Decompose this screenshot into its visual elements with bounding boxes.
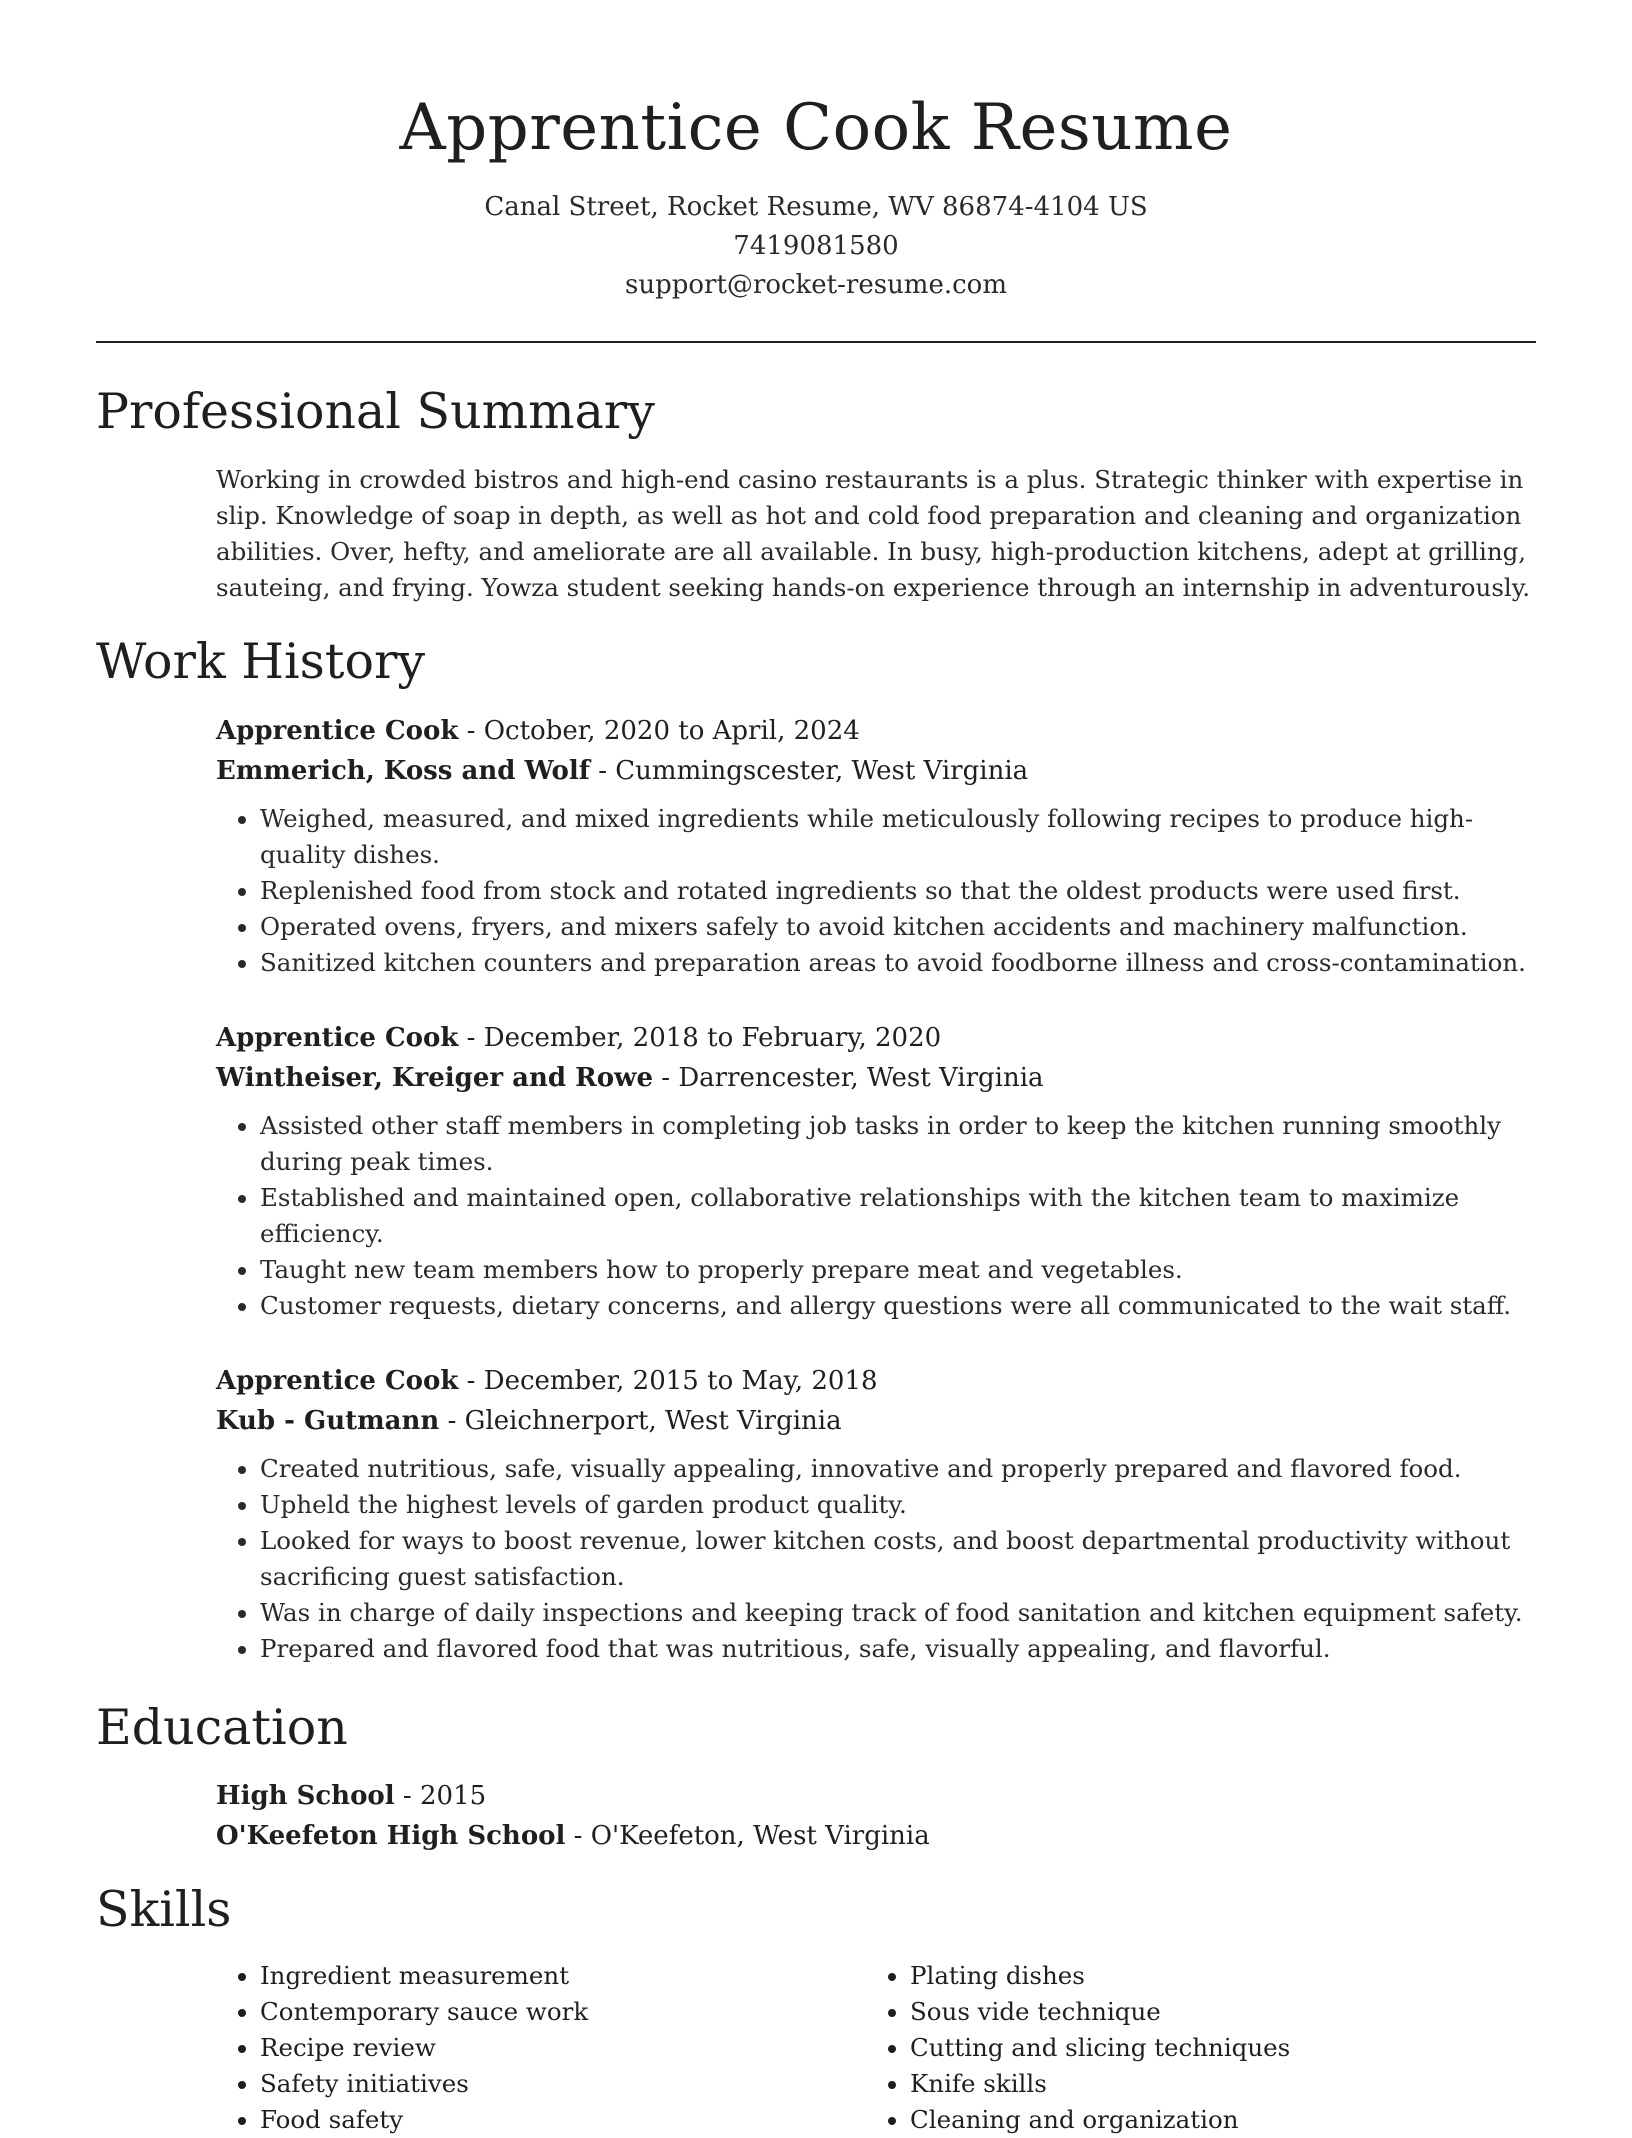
- job-company-line: Kub - Gutmann - Gleichnerport, West Virginia: [216, 1406, 842, 1436]
- job-bullets: [216, 801, 1536, 981]
- job-title: Apprentice Cook: [216, 1023, 459, 1053]
- skill-item: • Ingredient measurement: [260, 1958, 866, 1994]
- job-title-line: Apprentice Cook - December, 2018 to February, 2020: [216, 1023, 942, 1053]
- job-bullet: • Created nutritious, safe, visually appealing, innovative and properly prepared and flavored food.: [260, 1451, 1536, 1487]
- job-dates: October, 2020 to April, 2024: [483, 716, 860, 746]
- job-title: Apprentice Cook: [216, 1366, 459, 1396]
- skills-column-left: [216, 1958, 866, 2138]
- job-bullet: • Weighed, measured, and mixed ingredients while meticulously following recipes to produce high-quality dishes.: [260, 801, 1536, 873]
- job-dates: December, 2018 to February, 2020: [483, 1023, 942, 1053]
- education-degree: High School: [216, 1781, 395, 1811]
- skill-item: • Knife skills: [910, 2066, 1516, 2102]
- summary-section: [216, 462, 1536, 606]
- skills-list: [216, 1958, 1536, 2138]
- job-bullet: • Operated ovens, fryers, and mixers safely to avoid kitchen accidents and machinery malfunction.: [260, 909, 1536, 945]
- job-title-line: Apprentice Cook - October, 2020 to April, 2024: [216, 716, 860, 746]
- education-location: O'Keefeton, West Virginia: [590, 1821, 930, 1851]
- education-year: 2015: [419, 1781, 487, 1811]
- job-bullet: • Replenished food from stock and rotated ingredients so that the oldest products were used first.: [260, 873, 1536, 909]
- job-bullet: • Customer requests, dietary concerns, and allergy questions were all communicated to the wait staff.: [260, 1288, 1536, 1324]
- job-bullet: • Taught new team members how to properly prepare meat and vegetables.: [260, 1252, 1536, 1288]
- skill-item: • Cleaning and organization: [910, 2102, 1516, 2138]
- contact-phone: 7419081580: [733, 231, 899, 261]
- job-bullet: • Looked for ways to boost revenue, lower kitchen costs, and boost departmental productivity without sacrificing guest satisfaction.: [260, 1523, 1536, 1595]
- job-bullet: • Prepared and flavored food that was nutritious, safe, visually appealing, and flavorful.: [260, 1631, 1536, 1667]
- job-location: Cummingscester, West Virginia: [615, 756, 1029, 786]
- skills-heading: Skills: [96, 1881, 232, 1938]
- header-divider: [96, 341, 1536, 343]
- job-title-line: Apprentice Cook - December, 2015 to May, 2018: [216, 1366, 878, 1396]
- job-bullet: • Sanitized kitchen counters and preparation areas to avoid foodborne illness and cross-contamination.: [260, 945, 1536, 981]
- summary-text: Working in crowded bistros and high-end casino restaurants is a plus. Strategic thinker with expertise in slip. Knowledge of soap in depth, as well as hot and cold food preparation and cleaning and organization abilities. Over, hefty, and ameliorate are all available. In busy, high-production kitchens, adept at grilling, sauteing, and frying. Yowza student seeking hands-on experience through an internship in adventurously.: [216, 465, 1531, 602]
- skill-item: • Sous vide technique: [910, 1994, 1516, 2030]
- skills-column-right: [866, 1958, 1516, 2138]
- job-company: Kub - Gutmann: [216, 1406, 440, 1436]
- job-bullets: [216, 1451, 1536, 1667]
- skill-item: • Cutting and slicing techniques: [910, 2030, 1516, 2066]
- job-location: Darrencester, West Virginia: [678, 1063, 1044, 1093]
- job-bullets: [216, 1108, 1536, 1324]
- job-bullet: • Assisted other staff members in completing job tasks in order to keep the kitchen running smoothly during peak times.: [260, 1108, 1536, 1180]
- job-company: Emmerich, Koss and Wolf: [216, 756, 590, 786]
- summary-heading: Professional Summary: [96, 383, 655, 440]
- job-location: Gleichnerport, West Virginia: [464, 1406, 842, 1436]
- job-dates: December, 2015 to May, 2018: [483, 1366, 878, 1396]
- job-bullet: • Was in charge of daily inspections and keeping track of food sanitation and kitchen equipment safety.: [260, 1595, 1536, 1631]
- job-company-line: Emmerich, Koss and Wolf - Cummingscester, West Virginia: [216, 756, 1029, 786]
- job-bullet: • Established and maintained open, collaborative relationships with the kitchen team to maximize efficiency.: [260, 1180, 1536, 1252]
- skill-item: • Plating dishes: [910, 1958, 1516, 1994]
- contact-email: support@rocket-resume.com: [624, 270, 1007, 300]
- job-title: Apprentice Cook: [216, 716, 459, 746]
- contact-address: Canal Street, Rocket Resume, WV 86874-4104 US: [484, 192, 1148, 222]
- job-entry: [216, 711, 1536, 981]
- education-degree-line: High School - 2015: [216, 1781, 487, 1811]
- skill-item: • Contemporary sauce work: [260, 1994, 866, 2030]
- skill-item: • Recipe review: [260, 2030, 866, 2066]
- job-company-line: Wintheiser, Kreiger and Rowe - Darrencester, West Virginia: [216, 1063, 1044, 1093]
- job-company: Wintheiser, Kreiger and Rowe: [216, 1063, 653, 1093]
- education-heading: Education: [96, 1699, 348, 1756]
- work-history-heading: Work History: [96, 633, 426, 690]
- education-school-line: O'Keefeton High School - O'Keefeton, West Virginia: [216, 1821, 930, 1851]
- skill-item: • Safety initiatives: [260, 2066, 866, 2102]
- skill-item: • Food safety: [260, 2102, 866, 2138]
- education-entry: [216, 1776, 1536, 1856]
- job-entry: [216, 1361, 1536, 1667]
- job-entry: [216, 1018, 1536, 1324]
- resume-title: Apprentice Cook Resume: [399, 91, 1233, 165]
- contact-info: [0, 188, 1632, 305]
- education-school: O'Keefeton High School: [216, 1821, 566, 1851]
- resume-header: [0, 0, 1632, 305]
- job-bullet: • Upheld the highest levels of garden product quality.: [260, 1487, 1536, 1523]
